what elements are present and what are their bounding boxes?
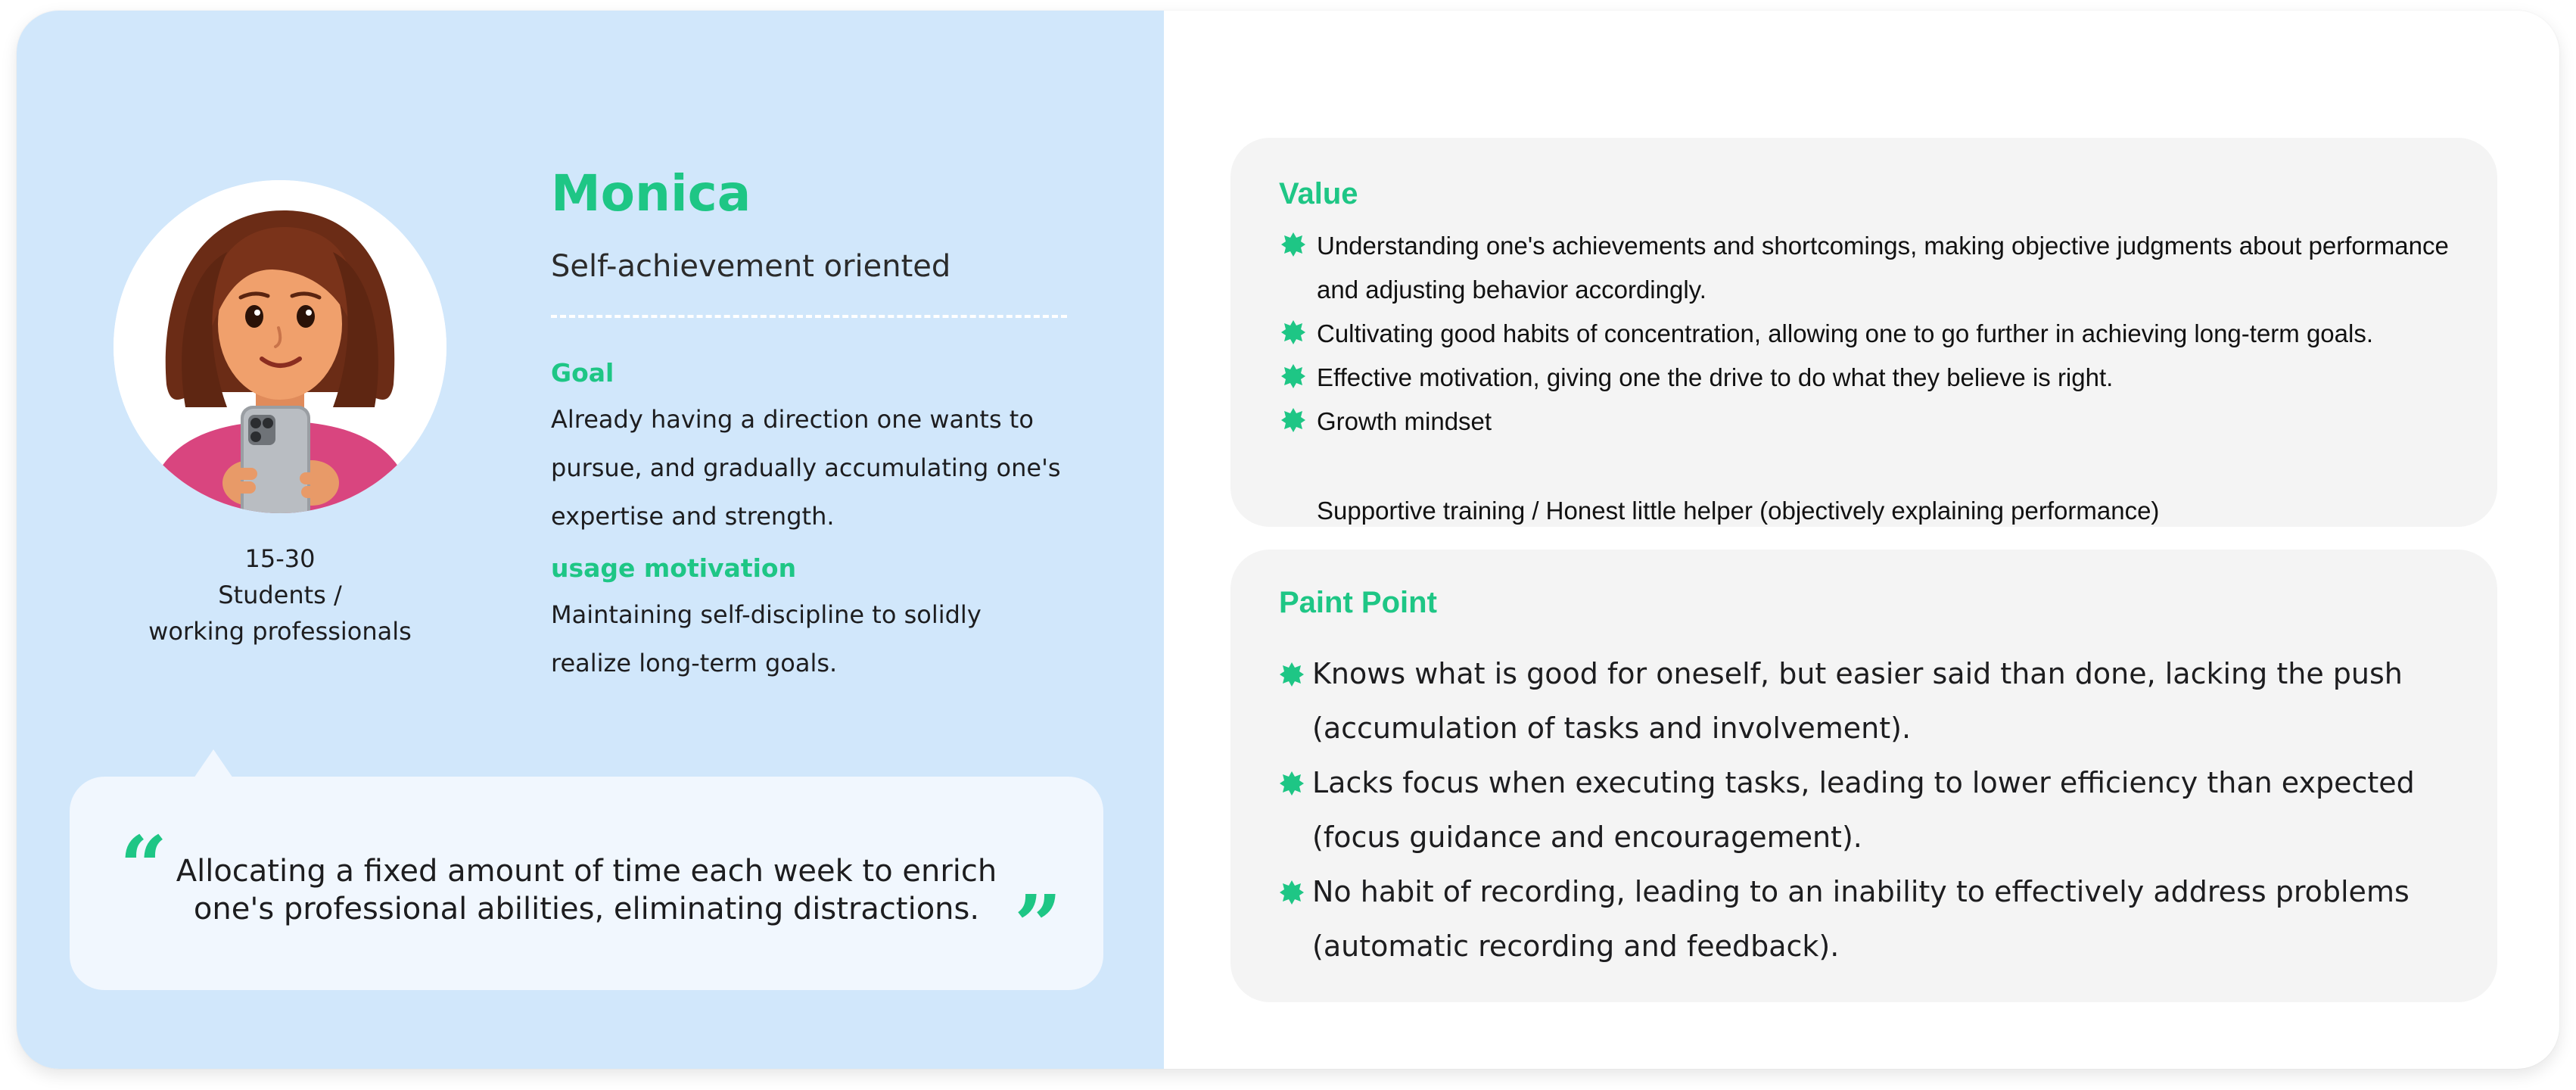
quote-text-line: one's professional abilities, eliminating distractions. — [193, 892, 980, 926]
pain-point-panel — [1230, 550, 2497, 1002]
star-burst-icon — [1280, 319, 1306, 345]
quote-text — [160, 852, 1013, 928]
quote-text-line: Allocating a fixed amount of time each week to enrich — [176, 854, 997, 889]
goal-label: Goal — [551, 358, 614, 388]
star-burst-icon — [1280, 407, 1306, 433]
value-item-text: Understanding one's achievements and shortcomings, making objective judgments about performance and adjusting behavior accordingly. — [1317, 232, 2449, 304]
dashed-divider — [551, 315, 1067, 318]
star-burst-icon — [1279, 880, 1305, 905]
motivation-text — [551, 590, 1081, 687]
close-quote-icon: ” — [1014, 877, 1062, 974]
motivation-text-line: Maintaining self-discipline to solidly — [551, 600, 982, 629]
avatar-illustration — [114, 180, 446, 513]
persona-name: Monica — [551, 164, 751, 223]
star-burst-icon — [1279, 771, 1305, 796]
star-burst-icon — [1280, 363, 1306, 389]
value-item-text: Cultivating good habits of concentration, allowing one to go further in achieving long-term goals. — [1317, 319, 2374, 347]
goal-text-line: Already having a direction one wants to — [551, 405, 1034, 434]
value-item — [1279, 224, 2459, 312]
age-range: 15-30 — [244, 544, 316, 573]
value-item — [1279, 312, 2459, 356]
persona-tagline: Self-achievement oriented — [551, 249, 951, 284]
motivation-label: usage motivation — [551, 553, 797, 583]
quote-bubble-pointer — [194, 749, 233, 778]
value-list — [1279, 224, 2459, 444]
value-item-text: Effective motivation, giving one the drive to do what they believe is right. — [1317, 363, 2114, 391]
pain-point-item-text: No habit of recording, leading to an inability to effectively address problems (automatic recording and feedback). — [1312, 875, 2410, 963]
open-quote-icon: “ — [120, 818, 168, 915]
occupation-line-2: working professionals — [148, 617, 412, 646]
goal-text-line: pursue, and gradually accumulating one's — [551, 453, 1061, 482]
value-item — [1279, 356, 2459, 400]
goal-text — [551, 395, 1081, 540]
star-burst-icon — [1280, 232, 1306, 257]
pain-point-item — [1279, 755, 2459, 864]
pain-point-item — [1279, 646, 2459, 755]
quote-bubble — [70, 777, 1103, 990]
value-title: Value — [1279, 177, 1358, 210]
value-item-text: Growth mindset — [1317, 407, 1492, 435]
persona-profile-panel — [17, 11, 1164, 1069]
persona-card — [17, 11, 2559, 1069]
value-extra-note: Supportive training / Honest little helper (objectively explaining performance) — [1317, 497, 2160, 525]
pain-point-item-text: Knows what is good for oneself, but easier said than done, lacking the push (accumulation of tasks and involvement). — [1312, 657, 2403, 745]
motivation-text-line: realize long-term goals. — [551, 649, 838, 677]
goal-text-line: expertise and strength. — [551, 502, 835, 531]
pain-point-title: Paint Point — [1279, 586, 1437, 619]
value-item — [1279, 400, 2459, 444]
star-burst-icon — [1279, 662, 1305, 687]
value-panel — [1230, 138, 2497, 527]
avatar — [114, 180, 446, 513]
occupation-line-1: Students / — [218, 581, 342, 609]
pain-point-list — [1279, 646, 2459, 973]
pain-point-item-text: Lacks focus when executing tasks, leading to lower efficiency than expected (focus guidance and encouragement). — [1312, 766, 2415, 854]
pain-point-item — [1279, 864, 2459, 973]
